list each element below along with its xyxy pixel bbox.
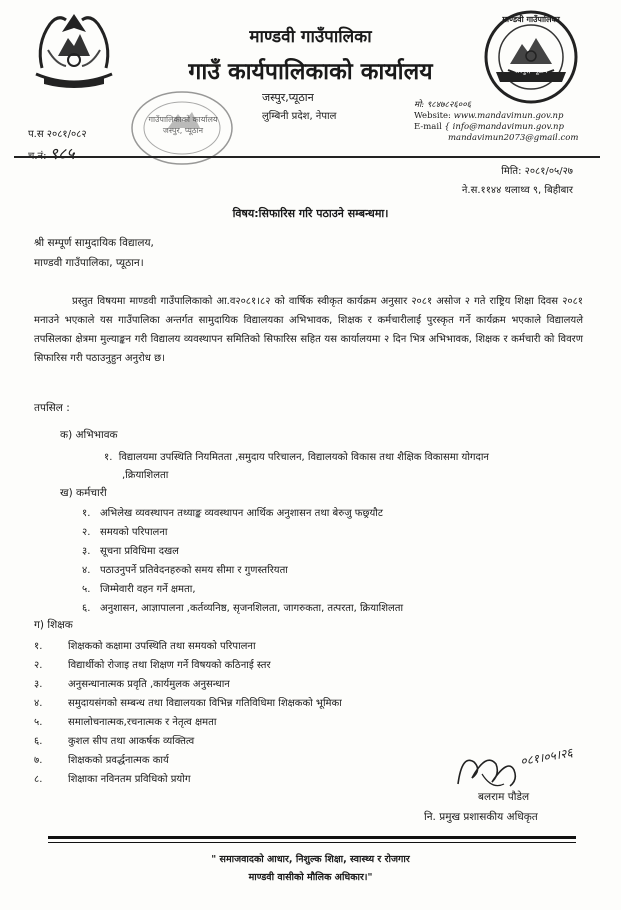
item-text: अनुसन्धानात्मक प्रवृति ,कार्यमुलक अनुसन्धान: [68, 679, 230, 690]
footer-slogan-line-2: माण्डवी वासीको मौलिक अधिकार।": [248, 872, 373, 883]
dispatch-number-row: [28, 142, 75, 164]
list-item: [34, 694, 342, 713]
list-item: [82, 580, 196, 599]
email-link-2[interactable]: mandavimun2073@gmail.com: [448, 133, 579, 143]
item-text: जिम्मेवारी वहन गर्ने क्षमता,: [99, 584, 196, 595]
letter-number: प.स २०८१/०८२: [28, 129, 87, 140]
item-text: समालोचनात्मक,रचनात्मक र नेतृत्व क्षमता: [68, 717, 217, 728]
list-item: [34, 637, 256, 656]
list-item: [82, 504, 383, 523]
addressee-line-2: माण्डवी गाउँपालिका, प्यूठान।: [34, 257, 144, 269]
date-bs: मिति: २०८१/०५/२७: [501, 166, 573, 177]
footer-divider-thick: [48, 836, 576, 839]
item-number: ८.: [34, 774, 43, 785]
office-name: गाउँ कार्यपालिकाको कार्यालय: [188, 59, 433, 85]
item-text: शिक्षकको प्रवर्द्धनात्मक कार्य: [68, 755, 169, 766]
list-item: [34, 656, 271, 675]
website-label: Website:: [414, 111, 451, 121]
item-text: कुशल सीप तथा आकर्षक व्यक्तित्व: [68, 736, 195, 747]
section-guardian-label: क) अभिभावक: [60, 429, 118, 441]
addressee-line-1: श्री सम्पूर्ण सामुदायिक विद्यालय,: [34, 237, 154, 249]
details-heading: तपसिल :: [34, 402, 70, 414]
item-number: ४.: [34, 698, 43, 709]
dispatch-label: च.नं:: [28, 151, 47, 162]
list-item: [82, 561, 288, 580]
list-item: [34, 713, 216, 732]
website-link[interactable]: www.mandavimun.gov.np: [453, 111, 564, 121]
item-text: समुदायसंगको सम्बन्ध तथा विद्यालयका विभिन्न गतिविधिमा शिक्षकको भूमिका: [68, 698, 342, 709]
subject-line: विषय:सिफारिस गरि पठाउने सम्बन्धमा।: [232, 207, 389, 220]
item-number: ४.: [82, 565, 91, 576]
item-text: शिक्षाका नविनतम प्रविधिको प्रयोग: [68, 774, 191, 785]
list-item: [104, 448, 489, 467]
item-text: समयको परिपालना: [99, 527, 168, 538]
item-text: विद्यार्थीको रोजाइ तथा शिक्षण गर्ने विषयको कठिनाई स्तर: [68, 660, 271, 671]
list-item: [122, 466, 168, 485]
item-text: शिक्षकको कक्षामा उपस्थिति तथा समयको परिपालना: [68, 641, 256, 652]
body-text: प्रस्तुत विषयमा माण्डवी गाउँपालिकाको आ.व२०८१।८२ को वार्षिक स्वीकृत कार्यक्रम अनुसार २०८१ असोज २ गते राष्ट्रिय शिक्षा दिवस २०८१ मनाउने भएकाले यस गाउँपालिका अन्तर्गत सामुदायिक विद्यालयका अभिभावक, शिक्षक र कर्मचारीलाई पुरस्कृत गर्ने कार्यक्रम भएकाले विद्यालयले तपसिलका क्षेत्रमा मुल्याङ्कन गरी विद्यालय व्यवस्थापन समितिको सिफारिस सहित यस कार्यालयमा २ दिन भित्र अभिभावक, शिक्षक र कर्मचारी को विवरण सिफारिस गरी पठाउनुहुन अनुरोध छ।: [34, 296, 583, 364]
email-label: E-mail: [414, 122, 442, 132]
seal-title: माण्डवी गाउँपालिका: [502, 15, 560, 24]
website-row: [414, 111, 578, 122]
phone-number: मो: ९८४७८२६००६: [414, 100, 472, 110]
item-text: सूचना प्रविधिमा दखल: [99, 546, 179, 557]
address-line-1: जस्पुर,प्यूठान: [262, 91, 314, 104]
item-text: अनुशासन, आज्ञापालना ,कर्तव्यनिष्ठ, सृजनशिलता, जागरुकता, तत्परता, क्रियाशिलता: [99, 603, 404, 614]
municipality-name: माण्डवी गाउँपालिका: [249, 27, 372, 47]
item-number: १.: [34, 641, 43, 652]
item-text: अभिलेख व्यवस्थापन तथ्याङ्क व्यवस्थापन आर्थिक अनुशासन तथा बेरुजु फछ्र्यौट: [99, 508, 383, 519]
item-number: ७.: [34, 755, 43, 766]
email-row: E-mail { info@mandavimun.gov.np: [414, 122, 564, 132]
item-number: ६.: [34, 736, 43, 747]
list-item: [82, 599, 403, 618]
item-number: ३.: [34, 679, 43, 690]
item-number: २.: [82, 527, 91, 538]
header-divider: [14, 156, 600, 158]
list-item: [34, 675, 230, 694]
list-item: [34, 751, 169, 770]
signatory-name: बलराम पौडेल: [478, 791, 530, 803]
date-nepal-sambat: ने.स.११४४ थलाथ्व ९, बिहीबार: [461, 185, 573, 196]
item-number: २.: [34, 660, 43, 671]
body-paragraph: [34, 292, 583, 368]
signatory-title: नि. प्रमुख प्रशासकीय अधिकृत: [424, 811, 538, 823]
item-text: विद्यालयमा उपस्थिति नियमितता ,समुदाय परिचालन, विद्यालयको विकास तथा शैक्षिक विकासमा योगदान: [118, 452, 489, 463]
address-line-2: लुम्बिनी प्रदेश, नेपाल: [262, 111, 337, 122]
stamp-text: गाउँपालिकाको कार्यालय जस्पुर, प्यूठान: [148, 115, 218, 135]
item-text: पठाउनुपर्ने प्रतिवेदनहरुको समय सीमा र गुणस्तरियता: [99, 565, 288, 576]
footer-divider-thin: [48, 842, 576, 843]
email-link-1[interactable]: info@mandavimun.gov.np: [452, 122, 564, 132]
list-item: [34, 770, 190, 789]
item-number: ५.: [82, 584, 91, 595]
item-number: १.: [104, 452, 113, 463]
dispatch-number: ९८५: [49, 144, 75, 163]
contact-block: [414, 100, 578, 144]
signature-date: ०८१।०५।२६: [519, 745, 574, 769]
item-number: ५.: [34, 717, 43, 728]
list-item: [34, 732, 194, 751]
list-item: [82, 523, 167, 542]
item-text: ,क्रियाशिलता: [122, 470, 169, 481]
section-teacher-label: ग) शिक्षक: [34, 619, 73, 631]
section-staff-label: ख) कर्मचारी: [60, 487, 107, 499]
list-item: [82, 542, 179, 561]
seal-subtitle: जस्पुर, प्यूठान: [514, 67, 548, 75]
item-number: १.: [82, 508, 91, 519]
footer-slogan-line-1: " समाजवादको आधार, निशुल्क शिक्षा, स्वास्थ्य र रोजगार: [211, 854, 410, 865]
item-number: ६.: [82, 603, 91, 614]
item-number: ३.: [82, 546, 91, 557]
